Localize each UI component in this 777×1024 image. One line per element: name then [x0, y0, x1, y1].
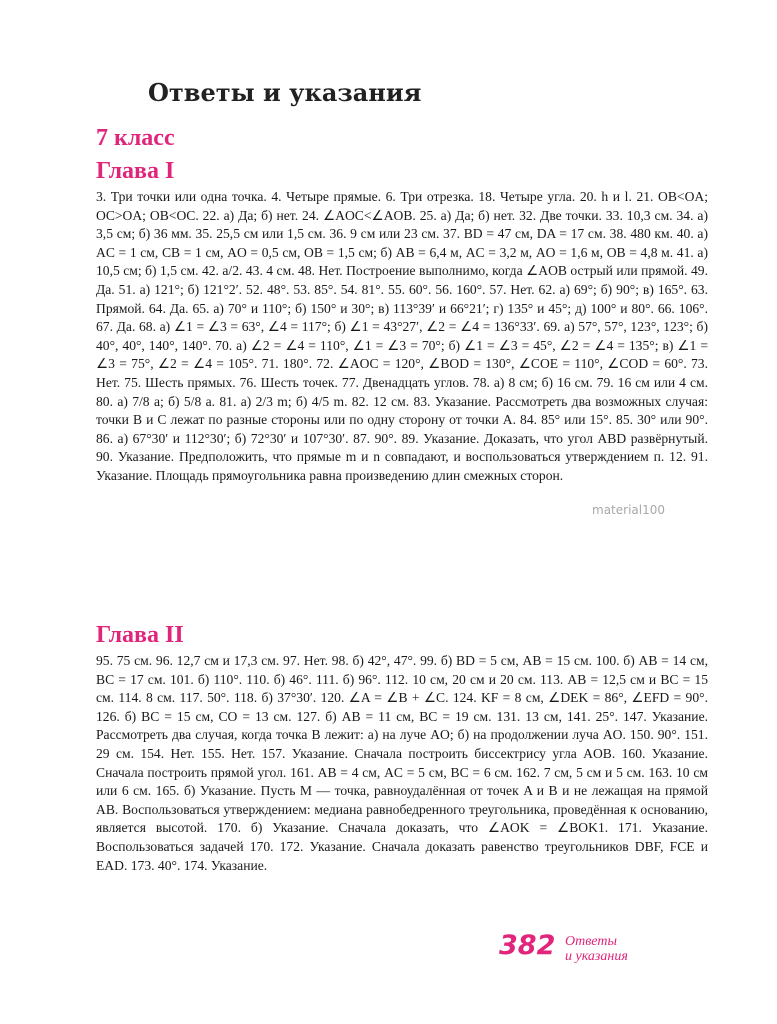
- chapter-1-answers: 3. Три точки или одна точка. 4. Четыре прямые. 6. Три отрезка. 18. Четыре угла. 20. h и l. 21. OB<OA; OC>OA; OB<OC. 22. а) Да; б) нет. 24. ∠AOC<∠AOB. 25. а) Да; б) нет. 32. Две точки. 33. 10,3 см. 34. а) 3,5 см; б) 36 мм. 35. 25,5 см или 1,5 см. 36. 9 см или 23 см. 37. BD = 47 см, DA = 17 см. 38. 480 км. 40. а) AC = 1 см, CB = 1 см, AO = 0,5 см, OB = 1,5 см; б) AB = 6,4 м, AC = 3,2 м, AO = 1,6 м, OB = 4,8 м. 41. а) 10,5 см; б) 1,5 см. 42. a/2. 43. 4 см. 48. Нет. Построение выполнимо, когда ∠AOB острый или прямой. 49. Да. 51. а) 121°; б) 121°2′. 52. 48°. 53. 85°. 54. 81°. 55. 60°. 56. 160°. 57. Нет. 62. а) 69°; б) 90°; в) 165°. 63. Прямой. 64. Да. 65. а) 70° и 110°; б) 150° и 30°; в) 113°39′ и 66°21′; г) 135° и 45°; д) 100° и 80°. 66. 106°. 67. Да. 68. а) ∠1 = ∠3 = 63°, ∠4 = 117°; б) ∠1 = 43°27′, ∠2 = ∠4 = 136°33′. 69. а) 57°, 57°, 123°, 123°; б) 40°, 40°, 140°, 140°. 70. а) ∠2 = ∠4 = 110°, ∠1 = ∠3 = 70°; б) ∠1 = ∠3 = 45°, ∠2 = ∠4 = 135°; в) ∠1 = ∠3 = 75°, ∠2 = ∠4 = 105°. 71. 180°. 72. ∠AOC = 120°, ∠BOD = 130°, ∠COE = 110°, ∠COD = 60°. 73. Нет. 75. Шесть прямых. 76. Шесть точек. 77. Двенадцать углов. 78. а) 8 см; б) 16 см. 79. 16 см или 4 см. 80. а) 7/8 a; б) 5/8 a. 81. а) 2/3 m; б) 4/5 m. 82. 12 см. 83. Указание. Рассмотреть два возможных случая: точки B и C лежат по разные стороны или по одну сторону от точки A. 84. 85° или 15°. 85. 30° или 90°. 86. а) 67°30′ и 112°30′; б) 72°30′ и 107°30′. 87. 90°. 89. Указание. Доказать, что угол ABD развёрнутый. 90. Указание. Предположить, что прямые m и n совпадают, и воспользоваться утверждением п. 12. 91. Указание. Площадь прямоугольника равна произведению длин смежных сторон.: [96, 189, 708, 483]
- page-number: 382: [499, 930, 556, 961]
- chapter-1-heading: Глава I: [96, 158, 175, 184]
- grade-heading: 7 класс: [96, 125, 175, 151]
- watermark: material100: [592, 503, 665, 517]
- footer-label-line-2: и указания: [565, 949, 628, 964]
- footer-section-label: [565, 934, 628, 964]
- footer-label-line-1: Ответы: [565, 934, 617, 949]
- chapter-2-heading: Глава II: [96, 622, 184, 648]
- chapter-2-answers: 95. 75 см. 96. 12,7 см и 17,3 см. 97. Нет. 98. б) 42°, 47°. 99. б) BD = 5 см, AB = 15 см. 100. б) AB = 14 см, BC = 17 см. 101. б) 110°. 110. б) 46°. 111. б) 96°. 112. 10 см, 20 см и 20 см. 113. AB = 12,5 см и BC = 15 см. 114. 8 см. 117. 50°. 118. б) 37°30′. 120. ∠A = ∠B + ∠C. 124. KF = 8 см, ∠DEK = 86°, ∠EFD = 90°. 126. б) BC = 15 см, CO = 13 см. 127. б) AB = 11 см, BC = 19 см. 131. 13 см, 141. 25°. 147. Указание. Рассмотреть два случая, когда точка B лежит: а) на луче AO; б) на продолжении луча AO. 150. 90°. 151. 29 см. 154. Нет. 155. Нет. 157. Указание. Сначала построить биссектрису угла AOB. 160. Указание. Сначала построить прямой угол. 161. AB = 4 см, AC = 5 см, BC = 6 см. 162. 7 см, 5 см и 5 см. 163. 10 см или 6 см. 165. б) Указание. Пусть M — точка, равноудалённая от точек A и B и не лежащая на прямой AB. Воспользоваться утверждением: медиана равнобедренного треугольника, проведённая к основанию, является высотой. 170. б) Указание. Сначала доказать, что ∠AOK = ∠BOK1. 171. Указание. Воспользоваться задачей 170. 172. Указание. Сначала доказать равенство треугольников DBF, FCE и EAD. 173. 40°. 174. Указание.: [96, 653, 708, 873]
- page-title: Ответы и указания: [148, 78, 422, 107]
